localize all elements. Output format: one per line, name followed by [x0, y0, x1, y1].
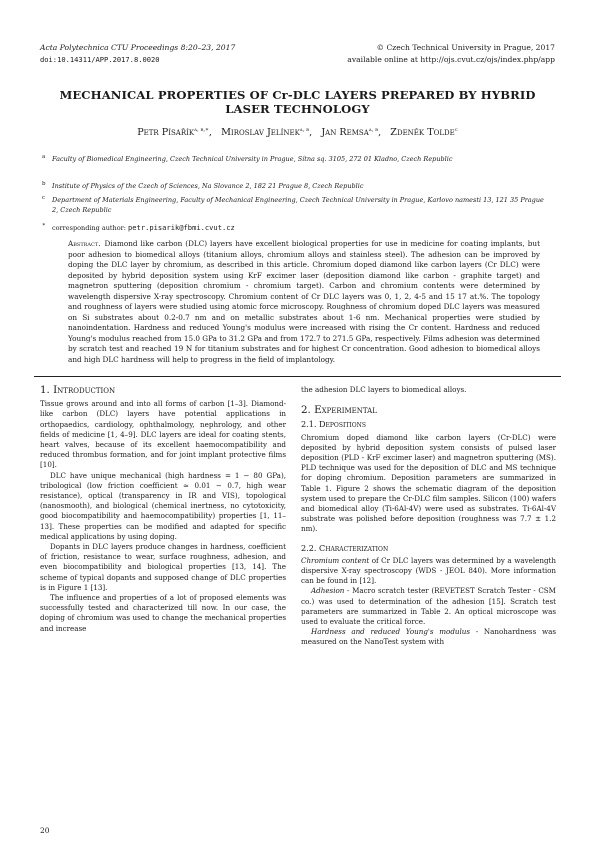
paragraph: Chromium doped diamond like carbon layers (Cr-DLC) were deposited by hybrid deposition system consists of pulsed laser deposition (PLD - KrF excimer laser) and magnetron sputtering (MS). PLD technique was used for the deposition of DLC and MS technique for doping chromium. Deposition parameters are summarized in Table 1. Figure 2 shows the schematic diagram of the deposition system used to prepare the Cr-DLC film samples. Silicon (100) wafers and biomedical alloy (Ti-6Al-4V) were used as substrates. Ti-6Al-4V substrate was polished before deposition (roughness was 7.7 ± 1.2 nm). — [301, 432, 556, 534]
paper-title: MECHANICAL PROPERTIES OF Cr-DLC LAYERS PREPARED BY HYBRID LASER TECHNOLOGY — [59, 88, 536, 116]
doi: doi:10.14311/APP.2017.8.0020 — [40, 55, 160, 64]
journal-citation — [40, 43, 235, 53]
affiliation: c Department of Materials Engineering, Faculty of Mechanical Engineering, Czech Technical University in Prague, Karlovo namesti 13, 121 35 Prague 2, Czech Republic — [42, 195, 544, 214]
author: Zdeněk Tolde$^c$ — [390, 127, 458, 139]
affiliation: a Faculty of Biomedical Engineering, Czech Technical University in Prague, Sítna sq. 3105, 272 01 Kladno, Czech Republic — [42, 154, 453, 163]
corresponding-author: ∗ corresponding author: petr.pisarik@fbmi.cvut.cz — [42, 222, 235, 232]
author: Petr Písařík$^{a, b,∗}$ — [137, 127, 209, 139]
paragraph: The influence and properties of a lot of proposed elements was successfully tested and characterized till now. In our case, the doping of chromium was used to change the mechanical properties and increase — [40, 593, 286, 633]
paragraph: Dopants in DLC layers produce changes in hardness, coefficient of friction, resistance to wear, surface roughness, adhesion, and even biocompatibility and biological properties [13, 14]. The scheme of typical dopants and supposed change of DLC properties is in Figure 1 [13]. — [40, 542, 286, 592]
paragraph: DLC have unique mechanical (high hardness = 1 − 80 GPa), tribological (low friction coefficient ≈ 0.01 − 0.7, high wear resistance), optical (transparency in IR and VIS), topological (nanosmooth), and biological (chemical inertness, no cytotoxicity, good biocompatibility and haemocompatibility) properties [1, 11–13]. These properties can be modified and adapted for specific medical applications by using doping. — [40, 470, 286, 541]
journal-name: Acta Polytechnica CTU Proceedings 8:20–23, 2017 — [40, 43, 236, 52]
subsection-heading: 2.2. Characterization — [301, 542, 389, 553]
availability-text: available online at http://ojs.cvut.cz/ojs/index.php/app — [347, 55, 555, 64]
abstract-label: Abstract. — [68, 239, 101, 248]
section-divider — [34, 376, 561, 377]
author: Jan Remsa$^{a, b}$ — [321, 127, 379, 139]
author-list: Petr Písařík$^{a, b,∗}$, Miroslav Jelínek$^{a, b}$, Jan Remsa$^{a, b}$, Zdeněk Tolde$^c$ — [137, 127, 458, 139]
section-heading: 2. Experimental — [301, 404, 377, 417]
abstract-text: Diamond like carbon (DLC) layers have excellent biological properties for use in medicine for coating implants, but poor adhesion to biomedical alloys (titanium alloys, chromium alloys and stainless steel). The adhesion can be improved by doping the DLC layer by chromium, as described in this article. Chromium doped diamond like carbon layers (Cr DLC) were deposited by hybrid deposition system using KrF excimer laser (deposition diamond like carbon - graphite target) and magnetron sputtering (deposition chromium - chromium target). Carbon and chromium contents were determined by wavelength dispersive X-ray spectroscopy. Chromium content of Cr DLC layers was 0, 1, 2, 4-5 and 15 17 at.%. The topology and roughness of layers were studied using atomic force microscopy. Roughness of chromium doped DLC layers was measured on Si substrates about 0.2-0.7 nm and on metallic substrates about 1-6 nm. Mechanical properties were studied by nanoindentation. Hardness and reduced Young's modulus were increased with rising the Cr content. Hardness and reduced Young's modulus reached from 15.0 GPa to 31.2 GPa and from 172.7 to 271.5 GPa, respectively. Films adhesion was determined by scratch test and reached 19 N for titanium substrates and for highest Cr concentration. Good adhesion to biomedical alloys and high DLC hardness will help to progress in the field of implantology. — [68, 239, 540, 364]
left-column — [40, 385, 286, 634]
page-number: 20 — [40, 826, 50, 835]
subsection-heading: 2.1. Depositions — [301, 419, 366, 430]
paragraph: Chromium content of Cr DLC layers was determined by a wavelength dispersive X-ray spectroscopy (WDS - JEOL 840). More information can be found in [12]. — [301, 555, 556, 586]
email-link[interactable]: petr.pisarik@fbmi.cvut.cz — [128, 223, 235, 232]
paragraph: Tissue grows around and into all forms of carbon [1–3]. Diamond-like carbon (DLC) layers have potential applications in orthopaedics, cardiology, ophthalmology, nephrology, and other fields of medicine [1, 4–9]. DLC layers are ideal for coating stents, heart valves, because of its excellent haemocompatibility and reduced thrombus formation, and for joint implant protective films [10]. — [40, 399, 286, 470]
right-column — [301, 385, 556, 648]
affiliation: b Institute of Physics of the Czech of Sciences, Na Slovance 2, 182 21 Prague 8, Czech Republic — [42, 181, 364, 190]
availability-note — [347, 55, 555, 65]
paragraph: the adhesion DLC layers to biomedical alloys. — [301, 385, 467, 394]
abstract — [68, 239, 540, 365]
section-heading: 1. Introduction — [40, 384, 116, 396]
author: Miroslav Jelínek$^{a, b}$ — [221, 127, 310, 139]
paragraph: Adhesion - Macro scratch tester (REVETEST Scratch Tester - CSM co.) was used to determination of the adhesion [15]. Scratch test parameters are summarized in Table 2. An optical microscope was used to evaluate the critical force. — [301, 586, 556, 627]
copyright: © Czech Technical University in Prague, 2017 — [376, 43, 555, 52]
paragraph: Hardness and reduced Young's modulus - Nanohardness was measured on the NanoTest system with — [301, 627, 556, 647]
